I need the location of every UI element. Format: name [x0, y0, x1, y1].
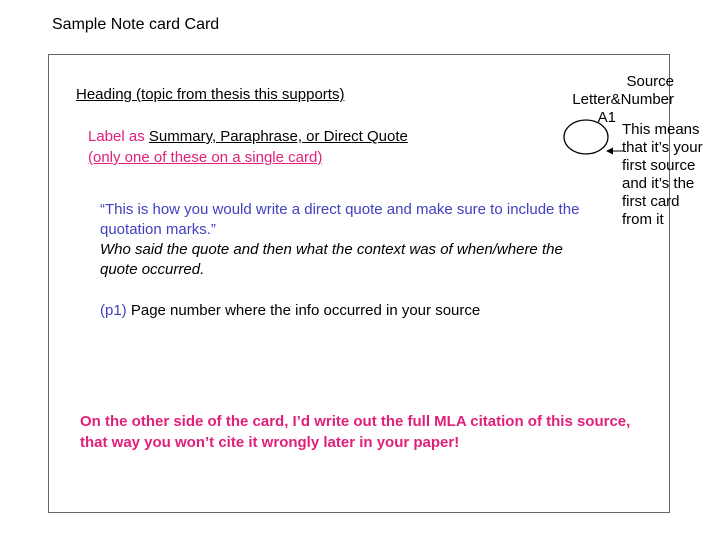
label-instruction: [88, 128, 408, 145]
quote-block: [100, 200, 600, 280]
page-tag: (p1): [100, 302, 127, 319]
label-prefix: Label as: [88, 128, 149, 145]
source-code: A1: [597, 109, 616, 126]
citation-note: On the other side of the card, I’d write out the full MLA citation of this source, that way you won’t cite it wrongly later in your paper!: [80, 413, 631, 451]
label-options: Summary, Paraphrase, or Direct Quote: [148, 128, 408, 145]
direct-quote: “This is how you would write a direct quote and make sure to include the quotation marks.”: [100, 201, 580, 238]
source-explanation-note: This means that it’s your first source and it’s the first card from it: [622, 121, 703, 228]
page-text: Page number where the info occurred in your source: [126, 302, 481, 319]
label-subnote: (only one of these on a single card): [88, 149, 323, 166]
card-heading: Heading (topic from thesis this supports): [76, 86, 345, 103]
quote-context: Who said the quote and then what the context was of when/where the quote occurred.: [100, 241, 563, 278]
page-number-line: [100, 302, 480, 319]
source-line-2: Letter&Number: [572, 91, 674, 108]
source-line-1: Source: [626, 73, 674, 90]
source-code-ellipse: [562, 118, 612, 156]
page-title: Sample Note card Card: [52, 16, 220, 33]
